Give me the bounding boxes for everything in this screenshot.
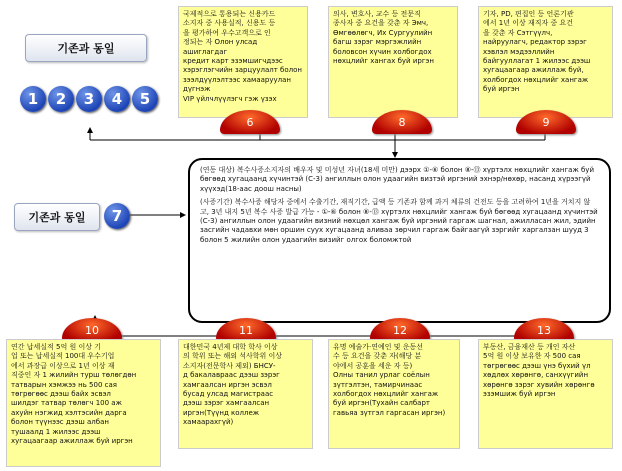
number-dome-10: 10	[62, 318, 122, 342]
criteria-box-13: 부동산, 금융재산 등 개인 자산 5억 원 이상 보유한 자 500 сая төгрөгөөс дээш үнэ бүхий үл хөдлөх хөрөнгө, санхүүгийн хөрөнгө зэрэг хувийн хөрөнгө эзэмшиж буй иргэн	[478, 339, 613, 449]
number-badge-4: 4	[104, 86, 130, 112]
family-eligibility-text: (연동 대상) 복수사증소지자의 배우자 및 미성년 자녀(18세 미만) дээрх ①-⑥ болон ⑧-⑬ хүртэлх нөхцлийг хангаж буй бөгөөд хугацаанд хүчинтэй (С-3) ангиллын олон удаагийн визтэй иргэний эхнэр/нөхөр, насанд хүрээгүй хүүхэд(18-аас доош насны)	[200, 166, 594, 193]
criteria-box-8: 의사, 변호사, 교수 등 전문직 종사자 중 요건을 갖춘 자 Эмч, Өмгөөлөгч, Их Сургуулийн багш зэрэг мэргэжлийн боловсон хүчин холбогдох нөхцлийг хангах буй иргэн	[328, 6, 458, 118]
number-dome-11: 11	[216, 318, 276, 342]
criteria-box-9: 기자, PD, 편집인 등 언론기관 에서 1년 이상 재직자 중 요건 을 갖춘 자 Сэтгүүлч, найруулагч, редактор зэрэг хэвлэл мэдээллийн байгууллагат 1 жилээс дээш хугацаагаар ажиллаж буй, холбогдох нөхцлийг хангаж буй иргэн	[478, 6, 613, 118]
criteria-box-11: 대한민국 4년제 대학 학사 이상 의 학위 또는 해외 석사학위 이상 소지자(전문학사 제외) БНСУ- д бакалавраас дээш зэрэг хамгаалсан иргэн эсвэл бусад улсад магистраас дээш зэрэг хамгаалсан иргэн(Түүнд коллеж хамаарахгүй)	[178, 339, 313, 449]
number-dome-13: 13	[514, 318, 574, 342]
number-badge-2: 2	[48, 86, 74, 112]
existing-group-header-top: 기존과 동일	[25, 34, 147, 62]
number-badge-1: 1	[20, 86, 46, 112]
criteria-box-6: 국제적으로 통용되는 신용카드 소지자 중 사용실적, 신용도 등 을 평가하여 우수고객으로 인 정되는 자 Олон улсад ашиглагдаг кредит карт эзэмшигчдээс хэрэглэгчийн зарцуулалт болон зээлдүүлэлтээс хамааруулан дүгнэж VIP үйлчлүүлэгч гэж үзэх	[178, 6, 308, 118]
number-dome-9: 9	[516, 110, 576, 134]
number-dome-8: 8	[372, 110, 432, 134]
existing-group-header-middle: 기존과 동일	[14, 203, 100, 231]
number-dome-12: 12	[370, 318, 430, 342]
number-dome-6: 6	[220, 110, 280, 134]
number-badge-5: 5	[132, 86, 158, 112]
number-badge-3: 3	[76, 86, 102, 112]
criteria-box-10: 연간 납세실적 5억 원 이상 기 업 또는 납세실적 100대 우수기업 에서 과장급 이상으로 1년 이상 재 직중인 자 1 жилийн турш төлөгдөн татварын хэмжээ нь 500 сая төгрөгөөс дээш байх эсвэл шилдэг татвар төлөгч 100 аж ахуйн нэгжид хэлтэсийн дарга болон түүнээс дээш албан тушаалд 1 жилээс дээш хугацаагаар ажиллаж буй иргэн	[6, 339, 161, 467]
visa-period-text: (사증기간) 복수사증 해당자 중에서 수출기간, 재직기간, 급액 등 기존과 함께 과거 체류의 건전도 등을 고려하여 1년을 거치지 않고, 3년 내지 5년 복수 사증 발급 가능 - ①-⑥ болон ⑧-⑬ хүртэлх нөхцлийг хангаж буй бөгөөд хугацаанд хүчинтэй (С-3) ангиллын олон удаагийн визний нөхцөл хангаж буй иргэний гаргаж шагнал, ажилласан жил, эдийн засгийн чадавхи мөн оршин суух хугацаанд аливаа зөрчил гаргаж байгаагүй зэргийг харгалзан шууд 3 болон 5 жилийн олон удаагийн визийг олгох боломжтой	[200, 198, 598, 244]
family-visa-panel	[188, 158, 611, 323]
criteria-box-12: 유명 예술가·연예인 및 운동선 수 등 요건을 갖춘 자(해당 분 야에서 공훈을 세운 자 등) Олны танил урлаг соёлын зүтгэлтэн, тамирчинаас холбогдох нөхцлийг хангаж буй иргэн(Тухайн салбарт гавьяа зүтгэл гаргасан иргэн)	[328, 339, 460, 449]
number-badge-7: 7	[104, 203, 130, 229]
